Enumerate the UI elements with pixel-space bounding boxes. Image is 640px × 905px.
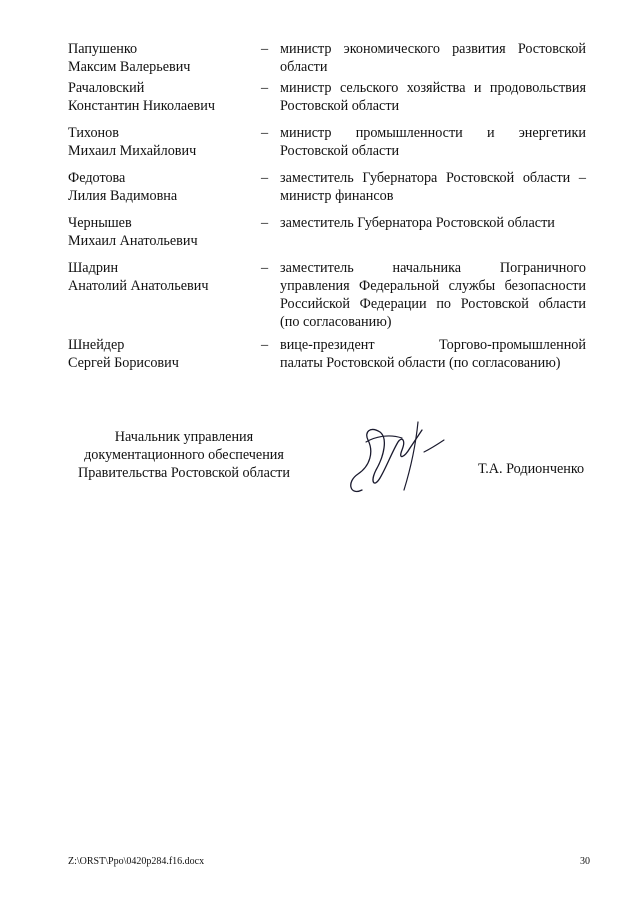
dash-separator: – — [261, 125, 269, 141]
member-name: Шнейдер Сергей Борисович — [68, 337, 179, 371]
member-role: министр сельского хозяйства и продовольствия Ростовской области — [280, 80, 586, 114]
dash-separator: – — [261, 41, 269, 57]
member-name: Федотова Лилия Вадимовна — [68, 170, 178, 204]
member-role: заместитель Губернатора Ростовской области — [280, 215, 555, 231]
member-name: Папушенко Максим Валерьевич — [68, 41, 191, 75]
member-name: Тихонов Михаил Михайлович — [68, 125, 197, 159]
dash-separator: – — [261, 170, 269, 186]
member-role: министр промышленности и энергетики Ростовской области — [280, 125, 586, 159]
member-role: заместитель начальника Пограничного управления Федеральной службы безопасности Российской Федерации по Ростовской области (по согласованию) — [280, 260, 586, 330]
dash-separator: – — [261, 80, 269, 96]
member-role: вице-президент Торгово-промышленной палаты Ростовской области (по согласованию) — [280, 337, 586, 371]
file-path: Z:\ORST\Ppo\0420p284.f16.docx — [68, 856, 205, 867]
member-name: Шадрин Анатолий Анатольевич — [68, 260, 209, 294]
dash-separator: – — [261, 215, 269, 231]
dash-separator: – — [261, 260, 269, 276]
handwritten-signature — [340, 412, 450, 502]
page-number: 30 — [580, 856, 590, 867]
signatory-title: Начальник управления документационного обеспечения Правительства Ростовской области — [78, 429, 290, 481]
member-role: заместитель Губернатора Ростовской области – министр финансов — [280, 170, 586, 204]
member-role: министр экономического развития Ростовской области — [280, 41, 586, 75]
dash-separator: – — [261, 337, 269, 353]
member-name: Чернышев Михаил Анатольевич — [68, 215, 198, 249]
signer-name: Т.А. Родионченко — [478, 461, 585, 477]
member-name: Рачаловский Константин Николаевич — [68, 80, 215, 114]
